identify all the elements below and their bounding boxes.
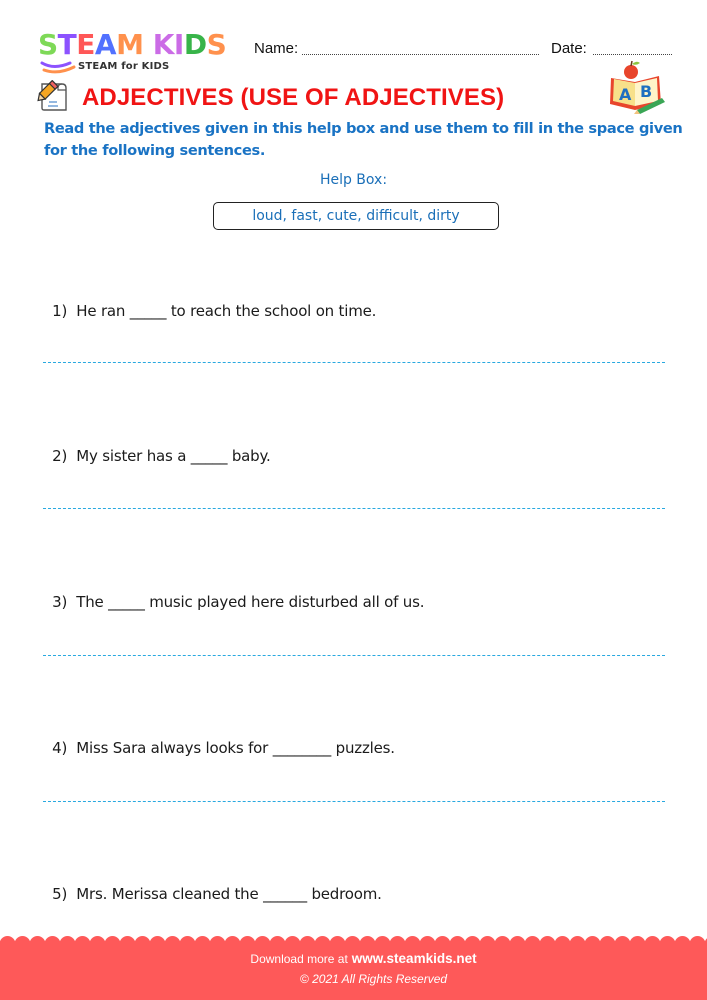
- instructions-text: Read the adjectives given in this help box and use them to fill in the space given for the following sentences.: [44, 120, 683, 159]
- question-text: My sister has a _____ baby.: [76, 447, 271, 465]
- abc-book-icon: [607, 60, 667, 115]
- logo-letter: M: [116, 28, 144, 61]
- date-field[interactable]: [593, 54, 672, 55]
- help-box-label: Help Box:: [319, 172, 388, 188]
- question-text: Mrs. Merissa cleaned the ______ bedroom.: [76, 885, 382, 903]
- question-text: He ran _____ to reach the school on time.: [76, 302, 377, 320]
- question-text: Miss Sara always looks for ________ puzzles.: [76, 739, 395, 757]
- answer-line-1[interactable]: [43, 362, 665, 363]
- answer-line-3[interactable]: [43, 655, 665, 656]
- logo-letter: I: [173, 28, 184, 61]
- logo-letter: E: [76, 28, 95, 61]
- logo-letter: [143, 30, 152, 60]
- logo-letter: S: [206, 28, 227, 61]
- footer-site-link[interactable]: www.steamkids.net: [351, 951, 477, 966]
- question-number: 3): [52, 593, 68, 611]
- question-5: [43, 867, 382, 903]
- question-4: [43, 721, 395, 757]
- logo-letter: T: [57, 28, 77, 61]
- logo-letter: D: [183, 28, 207, 61]
- question-number: 1): [52, 302, 68, 320]
- logo-letter: K: [152, 28, 174, 61]
- answer-line-4[interactable]: [43, 801, 665, 802]
- date-label: Date:: [551, 40, 587, 57]
- answer-line-2[interactable]: [43, 508, 665, 509]
- logo-wordmark: [38, 30, 226, 60]
- svg-text:A: A: [619, 85, 632, 104]
- steam-kids-logo: [38, 30, 238, 75]
- logo-letter: A: [94, 28, 117, 61]
- question-text: The _____ music played here disturbed all of us.: [76, 593, 425, 611]
- question-number: 5): [52, 885, 68, 903]
- question-number: 4): [52, 739, 68, 757]
- help-box-words: loud, fast, cute, difficult, dirty: [252, 208, 460, 224]
- footer-download-text: Download more at: [250, 952, 348, 966]
- help-box: [213, 202, 499, 230]
- logo-letter: S: [38, 28, 58, 61]
- logo-swoosh-icon: [40, 60, 80, 76]
- name-label: Name:: [254, 40, 299, 57]
- question-3: [43, 575, 424, 611]
- question-1: [43, 284, 376, 320]
- name-field[interactable]: [302, 54, 539, 55]
- svg-text:B: B: [640, 82, 653, 101]
- footer-copyright: © 2021 All Rights Reserved: [299, 972, 448, 986]
- pencil-paper-icon: [36, 80, 70, 114]
- question-number: 2): [52, 447, 68, 465]
- worksheet-title: ADJECTIVES (USE OF ADJECTIVES): [82, 84, 505, 111]
- footer-download: [0, 951, 707, 966]
- logo-tagline: STEAM for KIDS: [78, 61, 170, 72]
- question-2: [43, 429, 271, 465]
